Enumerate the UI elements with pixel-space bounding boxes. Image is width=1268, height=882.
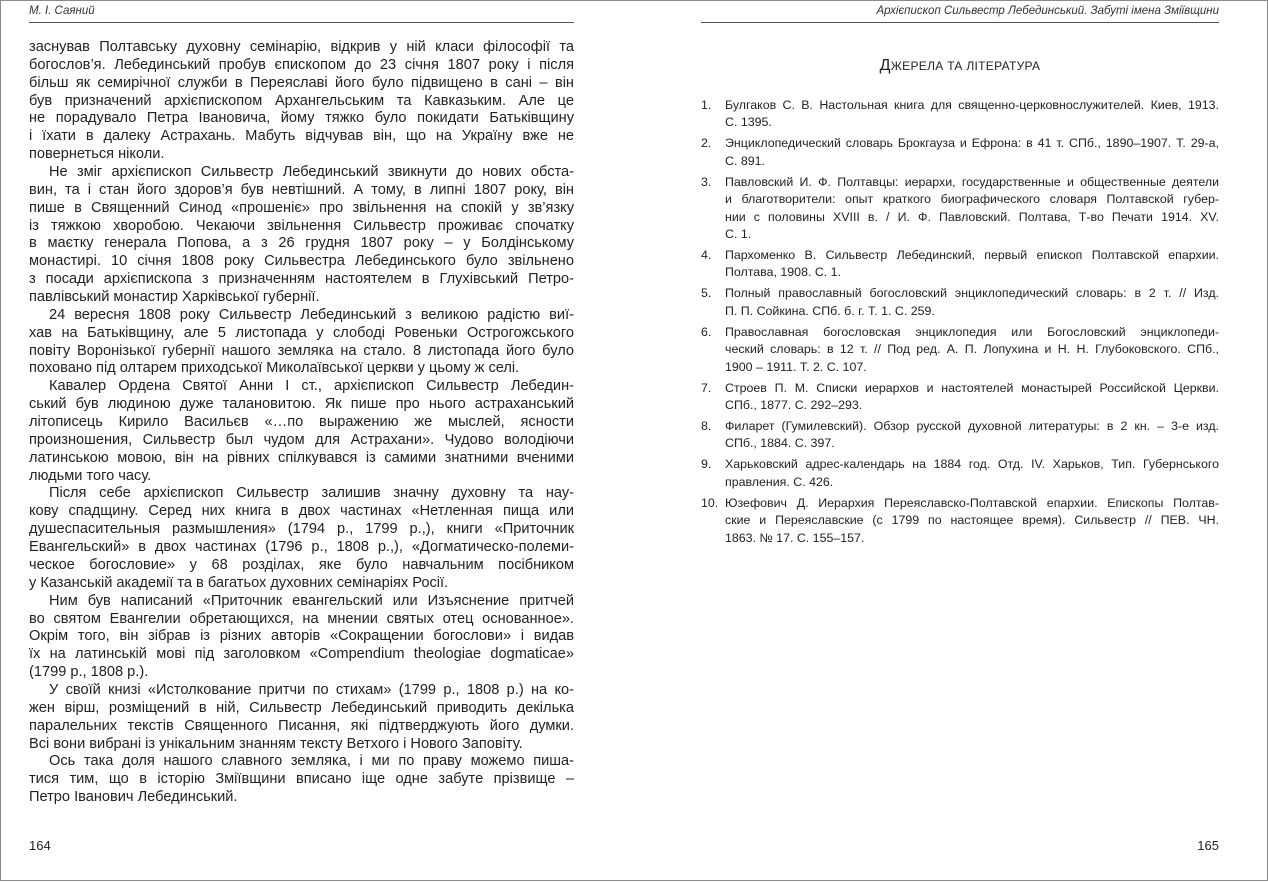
paragraph	[29, 593, 574, 682]
reference-item	[701, 380, 1219, 415]
text-line: не порадувало Петра Івановича, йому тяжко було покидати Батьківщину	[29, 110, 574, 127]
reference-line: Харьковский адрес-календарь на 1884 год. Отд. IV. Харьков, Тип. Губернського	[725, 457, 1219, 472]
reference-item	[701, 97, 1219, 132]
right-page	[701, 1, 1219, 882]
reference-number: 1.	[701, 98, 712, 112]
text-line: більш як семирічної служби в Переяславі його було підвищено в сані – він	[29, 74, 574, 91]
reference-line: Православная богословская энциклопедия или Богословский энциклопеди-	[725, 324, 1219, 339]
text-line: людьми того часу.	[29, 467, 152, 484]
text-line: з посади архієпископа з призначенням настоятелем в Глухівський Петро-	[29, 271, 574, 288]
references-list	[701, 97, 1219, 551]
reference-line: 1863. № 17. С. 155–157.	[725, 530, 865, 545]
text-line: хав на Батьківщину, але 5 листопада у слободі Ровеньки Острогожського	[29, 324, 574, 341]
left-page	[29, 1, 574, 882]
text-line: і їхати в далеку Астрахань. Мабуть відчував він, що на Україну вже не	[29, 128, 574, 145]
text-line: кову спадщину. Серед них книга в двох частинах «Нетленная пища или	[29, 503, 574, 520]
text-line: 24 вересня 1808 року Сильвестр Лебединський з великою радістю виї-	[49, 306, 574, 323]
reference-line: П. П. Сойкина. СПб. б. г. Т. 1. С. 259.	[725, 303, 935, 318]
reference-number: 6.	[701, 324, 712, 339]
reference-line: Полтава, 1908. С. 1.	[725, 265, 842, 280]
paragraph	[29, 307, 574, 378]
reference-number: 9.	[701, 457, 712, 472]
text-line: ческое богословие» у 68 розділах, яке було навчальним посібником	[29, 556, 574, 573]
text-line: Евангельский» в двох частинах (1796 р., 1808 р.,), «Догматическо-полеми-	[29, 539, 574, 556]
text-line: ський був людиною дуже талановитою. Як пише про нього астраханський	[29, 396, 574, 413]
text-line: їх на латинській мові під заголовком «Compendium theologiae dogmaticae»	[29, 646, 574, 663]
reference-line: С. 1395.	[725, 115, 772, 130]
text-line: богослов’я. Лебединський пробув єпископом до 23 січня 1807 року і після	[29, 56, 574, 73]
paragraph	[29, 164, 574, 307]
reference-line: нии с половины XVIII в. / И. Ф. Павловский. Полтава, Т-во Печати 1914. XV.	[725, 209, 1219, 224]
reference-line: СПб., 1884. С. 397.	[725, 436, 835, 451]
reference-item	[701, 324, 1219, 376]
text-line: Всі вони вибрані із унікальним знанням тексту Ветхого і Нового Заповіту.	[29, 735, 523, 752]
reference-number: 5.	[701, 286, 712, 301]
text-line: літописець Кирило Васильєв «…по выражению же мыслей, ясности	[29, 414, 574, 431]
text-line: Петро Іванович Лебединський.	[29, 789, 238, 806]
text-line: произношения, Сильвестр был чудом для Астрахани». Чудово володіючи	[29, 431, 574, 448]
reference-line: Булгаков С. В. Настольная книга для священно-церковнослужителей. Киев, 1913.	[725, 98, 1219, 112]
text-line: поховано під олтарем приходської Миколаївської церкви у цьому ж селі.	[29, 360, 520, 377]
reference-item	[701, 135, 1219, 170]
text-line: (1799 р., 1808 р.).	[29, 664, 149, 681]
running-head-title: Архієпископ Сильвестр Лебединський. Забуті імена Зміївщини	[701, 5, 1219, 23]
text-line: із тяжкою хворобою. Чекаючи звільнення Сильвестр проживає спочатку	[29, 217, 574, 234]
reference-line: Пархоменко В. Сильвестр Лебединский, первый епископ Полтавской епархии.	[725, 248, 1219, 263]
text-line: Окрім того, він зібрав із різних авторів «Сокращении богослови» і видав	[29, 628, 574, 645]
reference-line: Строев П. М. Списки иерархов и настоятелей монастырей Российской Церкви.	[725, 380, 1219, 395]
paragraph	[29, 682, 574, 753]
paragraph	[29, 378, 574, 485]
reference-line: правления. С. 426.	[725, 474, 834, 489]
text-line: був призначений архієпископом Архангельським та Кавказьким. Але це	[29, 92, 574, 109]
reference-number: 2.	[701, 136, 712, 151]
text-line: Кавалер Ордена Святої Анни І ст., архієпископ Сильвестр Лебедин-	[49, 378, 574, 395]
reference-line: Энциклопедический словарь Брокгауза и Ефрона: в 41 т. СПб., 1890–1907. Т. 29-а,	[725, 136, 1219, 151]
text-line: латинською мовою, він на рівних спілкувався із самими знатними вченими	[29, 449, 574, 466]
reference-line: С. 1.	[725, 227, 752, 242]
text-line: тися тим, що в історію Зміївщини вписано іще одне забуте прізвище –	[29, 771, 574, 788]
reference-line: С. 891.	[725, 153, 765, 168]
reference-line: ские и Переяславские (с 1799 по настоящее время). Сильвестр // ПЕВ. ЧН.	[725, 513, 1219, 528]
paragraph	[29, 39, 574, 164]
text-line: у Казанській академії та в багатьох духовних семінаріях Росії.	[29, 574, 449, 591]
page-number: 164	[29, 838, 51, 853]
reference-number: 10.	[701, 495, 719, 510]
text-line: Не зміг архієпископ Сильвестр Лебединський звикнути до нових обста-	[49, 164, 574, 181]
reference-line: Павловский И. Ф. Полтавцы: иерархи, государственные и общественные деятели	[725, 174, 1219, 189]
reference-item	[701, 456, 1219, 491]
section-title-initial: Д	[879, 57, 891, 74]
text-line: Ось така доля нашого славного земляка, і ми по праву можемо пиша-	[49, 753, 574, 770]
text-line: заснував Полтавську духовну семінарію, відкрив у ній класи філософії та	[29, 39, 574, 55]
paragraph	[29, 485, 574, 592]
text-line: павлівський монастир Харківської губернії.	[29, 289, 320, 306]
running-head-author: М. І. Саяний	[29, 5, 574, 23]
reference-line: Филарет (Гумилевский). Обзор русской духовной литературы: в 2 кн. – 3-е изд.	[725, 419, 1219, 434]
reference-item	[701, 495, 1219, 547]
text-line: Після себе архієпископ Сильвестр залишив значну духовну та нау-	[49, 485, 574, 502]
text-line: повернеться ніколи.	[29, 146, 165, 163]
reference-line: Юзефович Д. Иерархия Переяславско-Полтавской епархии. Епископы Полтав-	[725, 495, 1219, 510]
text-line: душеспасительныя размышления» (1794 р., 1799 р.,), книги «Приточник	[29, 521, 574, 538]
page-number: 165	[1197, 838, 1219, 853]
reference-number: 7.	[701, 380, 712, 395]
text-line: У своїй книзі «Истолкование притчи по стихам» (1799 р., 1808 р.) на ко-	[49, 681, 574, 698]
text-line: Ним був написаний «Приточник евангельский или Изъяснение притчей	[49, 592, 574, 609]
section-title	[701, 57, 1219, 75]
text-line: вин, та і стан його здоров’я був невтішний. А тому, в липні 1807 року, він	[29, 181, 574, 198]
reference-number: 3.	[701, 174, 712, 189]
reference-item	[701, 285, 1219, 320]
article-body	[29, 39, 574, 807]
text-line: в маєтку генерала Попова, а з 26 грудня 1807 року – у Болдінському	[29, 235, 574, 252]
text-line: жен вірш, розміщений в ній, Сильвестр Лебединський приводить декілька	[29, 699, 574, 716]
reference-line: 1900 – 1911. Т. 2. С. 107.	[725, 359, 867, 374]
reference-number: 4.	[701, 248, 712, 263]
reference-line: СПб., 1877. С. 292–293.	[725, 398, 863, 413]
reference-item	[701, 418, 1219, 453]
text-line: повіту Воронізької губернії нашого земляка на стало. 8 листопада його було	[29, 342, 574, 359]
reference-line: и благотворители: опыт краткого биографического словаря Полтавской губер-	[725, 192, 1219, 207]
reference-number: 8.	[701, 419, 712, 434]
section-title-rest: ЖЕРЕЛА ТА ЛІТЕРАТУРА	[890, 59, 1041, 73]
text-line: паралельних текстів Священного Писання, які підтверджують його думки.	[29, 717, 574, 734]
reference-item	[701, 174, 1219, 244]
reference-line: ческий словарь: в 12 т. // Под ред. А. П. Лопухина и Н. Н. Глубоковского. СПб.,	[725, 342, 1219, 357]
paragraph	[29, 753, 574, 807]
text-line: монастирі. 10 січня 1808 року Сильвестра Лебединського було звільнено	[29, 253, 574, 270]
text-line: во святом Евангелии обретающихся, на мнении святых отец основанное».	[29, 610, 574, 627]
text-line: пише в Священний Синод «прошеніє» про звільнення на спокій у зв’язку	[29, 199, 574, 216]
reference-line: Полный православный богословский энциклопедический словарь: в 2 т. // Изд.	[725, 286, 1219, 301]
reference-item	[701, 247, 1219, 282]
